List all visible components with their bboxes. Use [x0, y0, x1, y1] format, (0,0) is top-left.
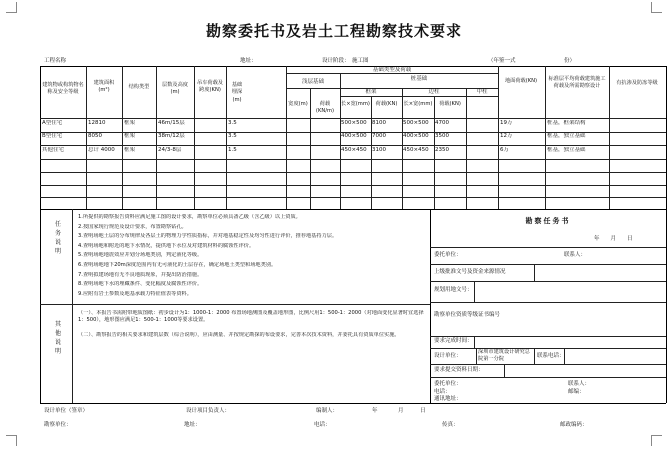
doc-info-label: 上级批准文号及资金来源情况 — [434, 269, 506, 275]
table-cell-l2: 7000 — [372, 133, 386, 139]
table-cell-area: 总计 4000 — [88, 147, 115, 153]
table-cell-l2: 8100 — [372, 120, 386, 126]
table-cell-s3: 500×500 — [403, 120, 429, 126]
task-item: 5.查明场地地震效应并划分场地类别，判定液化等级。 — [78, 252, 203, 259]
table-cell-gl: 6万 — [500, 147, 509, 153]
table-cell-area: 8050 — [88, 133, 102, 139]
header-floors: 层数及高度(m) — [162, 82, 188, 96]
table-cell-depth: 3.5 — [228, 133, 237, 139]
header-crane: 吊车荷载及跨度(KN) — [197, 80, 223, 94]
table-cell-floors: 24/3-8层 — [158, 147, 182, 153]
header-structure: 结构类型 — [128, 84, 150, 90]
task-item: 3.查明场地土层的分布规律及各层土的物理力学性质指标，并对地基稳定性及均匀性进行评价，推荐地基持力层。 — [78, 233, 338, 240]
footer-tel: 电话： — [314, 422, 331, 428]
design-stage-label: 设计阶段： — [322, 58, 350, 64]
submit-date-label: 要求提交资料日期： — [434, 367, 484, 373]
table-cell-name: A型住宅 — [42, 120, 63, 126]
document-page — [4, 2, 664, 446]
header-shallow: 浅层基础 — [301, 79, 324, 85]
table-cell-s2: 400×500 — [341, 133, 367, 139]
tasks-side-label: 任务说明 — [54, 221, 61, 255]
table-cell-area: 12810 — [88, 120, 106, 126]
crop-mark — [6, 435, 17, 446]
other-side-label: 其他说明 — [54, 321, 61, 355]
crop-mark — [6, 2, 17, 13]
header-load1: 荷载(KN/m) — [315, 101, 335, 115]
header-edge: 边柱 — [428, 89, 440, 95]
table-cell-s2: 500×500 — [341, 120, 367, 126]
design-unit-label: 设计单位： — [434, 353, 462, 359]
crop-mark — [651, 2, 662, 13]
header-size3: 长×宽(mm) — [403, 101, 433, 107]
table-cell-depth: 3.5 — [228, 120, 237, 126]
footer-day: 日 — [420, 408, 426, 414]
contract-no-label: 规划用地文号： — [434, 287, 473, 293]
table-cell-floors: 46m/15层 — [158, 120, 185, 126]
table-cell-floors: 38m/12层 — [158, 133, 185, 139]
table-cell-s3: 400×500 — [403, 133, 429, 139]
footer-fax: 传真： — [442, 422, 459, 428]
header-foundation-group: 基础类型及荷载 — [372, 67, 412, 73]
copies-label: （年鉴一式 — [488, 58, 516, 64]
footer-design-unit: 设计单位（签章） — [44, 408, 89, 414]
table-cell-gl: 19万 — [500, 120, 513, 126]
table-cell-sp: 桩基，框架结构 — [547, 120, 586, 126]
table-cell-l3: 2350 — [435, 147, 449, 153]
copies-suffix: 份） — [564, 58, 576, 64]
table-cell-l2: 3100 — [372, 147, 386, 153]
other-item: （二）、勘察报告的相关要求和建筑层数（综合说明），应由测量、并按规定勘探的布设要求，完善本次技术资料，并委托具有资质单位实施。 — [78, 332, 400, 338]
table-cell-name: B型住宅 — [42, 133, 63, 139]
task-item: 9.应附有岩土参数及地基承载力特征值表等资料。 — [78, 290, 192, 297]
header-notes: 有抗渗及防冻等级 — [616, 80, 658, 86]
plan-time-label: 要求完成时间： — [434, 338, 473, 344]
table-cell-struct: 框架 — [124, 147, 136, 153]
entrust-unit-label: 委托单位： — [434, 252, 462, 258]
right-date: 年 月 日 — [594, 236, 633, 242]
survey-unit-label: 勘察单位资质等级证书编号 — [434, 312, 501, 318]
table-cell-sp: 框基，独立基础 — [547, 133, 586, 139]
project-name-label: 工程名称 — [44, 58, 67, 64]
task-item: 7.查明拟建场地有无不良地质现象，并提出防治措施。 — [78, 271, 203, 278]
entrust-unit2-label: 委托单位： — [434, 381, 462, 387]
table-cell-name: 其他住宅 — [42, 147, 65, 153]
table-cell-l3: 4700 — [435, 120, 449, 126]
footer-address: 地址： — [184, 422, 201, 428]
task-item: 8.查明场地下水的埋藏条件、变化幅度及腐蚀性评价。 — [78, 281, 203, 288]
design-unit-value: 深圳市建筑设计研究总院第一分院 — [478, 349, 530, 363]
contact2-label: 联系人： — [568, 381, 591, 387]
address-label: 地址： — [240, 58, 257, 64]
postcode-label: 邮编： — [568, 389, 585, 395]
task-item: 6.查明场地地下20m深度范围内有无可液化的土层存在，确定场地土类型和场地类别。 — [78, 262, 277, 268]
address2-label: 通讯地址： — [434, 396, 462, 402]
footer-compiler: 编制人： — [316, 408, 339, 414]
header-ground-load: 地面荷载(KN) — [504, 78, 538, 84]
table-cell-sp: 框基，独立基础 — [547, 147, 586, 153]
header-depth: 基础埋深(m) — [231, 82, 243, 103]
table-cell-depth: 1.5 — [228, 147, 237, 153]
header-width: 宽度(m) — [288, 101, 308, 107]
task-item: 1.所提供的勘察报告资料应满足施工图的设计要求，勘察单位必须具备乙级（含乙级）以上资质。 — [78, 214, 301, 220]
footer-survey-unit: 勘察单位： — [44, 422, 72, 428]
header-building: 建筑物或构筑物名称及安全等级 — [42, 82, 84, 96]
phone-label: 联系电话： — [537, 353, 565, 359]
footer-postcode: 邮政编码： — [560, 422, 588, 428]
footer-project-lead: 设计项目负责人： — [186, 408, 231, 414]
task-item: 2.按国家现行规范及设计要求，布置勘察钻孔。 — [78, 223, 187, 230]
document-title: 勘察委托书及岩土工程勘察技术要求 — [205, 22, 462, 40]
header-frame: 框架 — [365, 89, 377, 95]
task-item: 4.查明场地和附近的地下水情况，提供地下水位及对建筑材料的腐蚀性评价。 — [78, 242, 255, 249]
footer-month: 月 — [398, 408, 404, 414]
header-load3: 荷载(KN) — [439, 101, 461, 107]
contact-label: 联系人： — [564, 252, 587, 258]
table-cell-struct: 框架 — [124, 133, 136, 139]
table-cell-l3: 3500 — [435, 133, 449, 139]
footer-year: 年 — [372, 408, 378, 414]
header-mid: 中柱 — [476, 89, 488, 95]
table-cell-gl: 12万 — [500, 133, 513, 139]
table-cell-s2: 450×450 — [341, 147, 367, 153]
table-cell-s3: 450×450 — [403, 147, 429, 153]
header-pile: 桩基础 — [410, 76, 428, 82]
design-stage-value: 施工图 — [352, 58, 369, 64]
table-cell-struct: 框架 — [124, 120, 136, 126]
right-panel-title: 勘察任务书 — [525, 217, 571, 225]
header-area: 建筑面积(m²) — [93, 80, 115, 94]
crop-mark — [651, 435, 662, 446]
header-size2: 长×宽(mm) — [341, 101, 370, 107]
header-special: 标准层平均荷载建筑施工荷载及所需勘察设计 — [548, 76, 606, 90]
header-load2: 荷载(KN) — [375, 101, 398, 107]
phone2-label: 电话： — [434, 389, 451, 395]
other-item: （一）、本报告书需附带地质图纸：初步设计为1：1000-1：2000 布置场地测图及覆盖地形图，比例尺用1：500-1：2000（对地面变化显著时宜选择1：500），地形图应满足1：500-1：1000等要求设置。 — [78, 310, 424, 324]
